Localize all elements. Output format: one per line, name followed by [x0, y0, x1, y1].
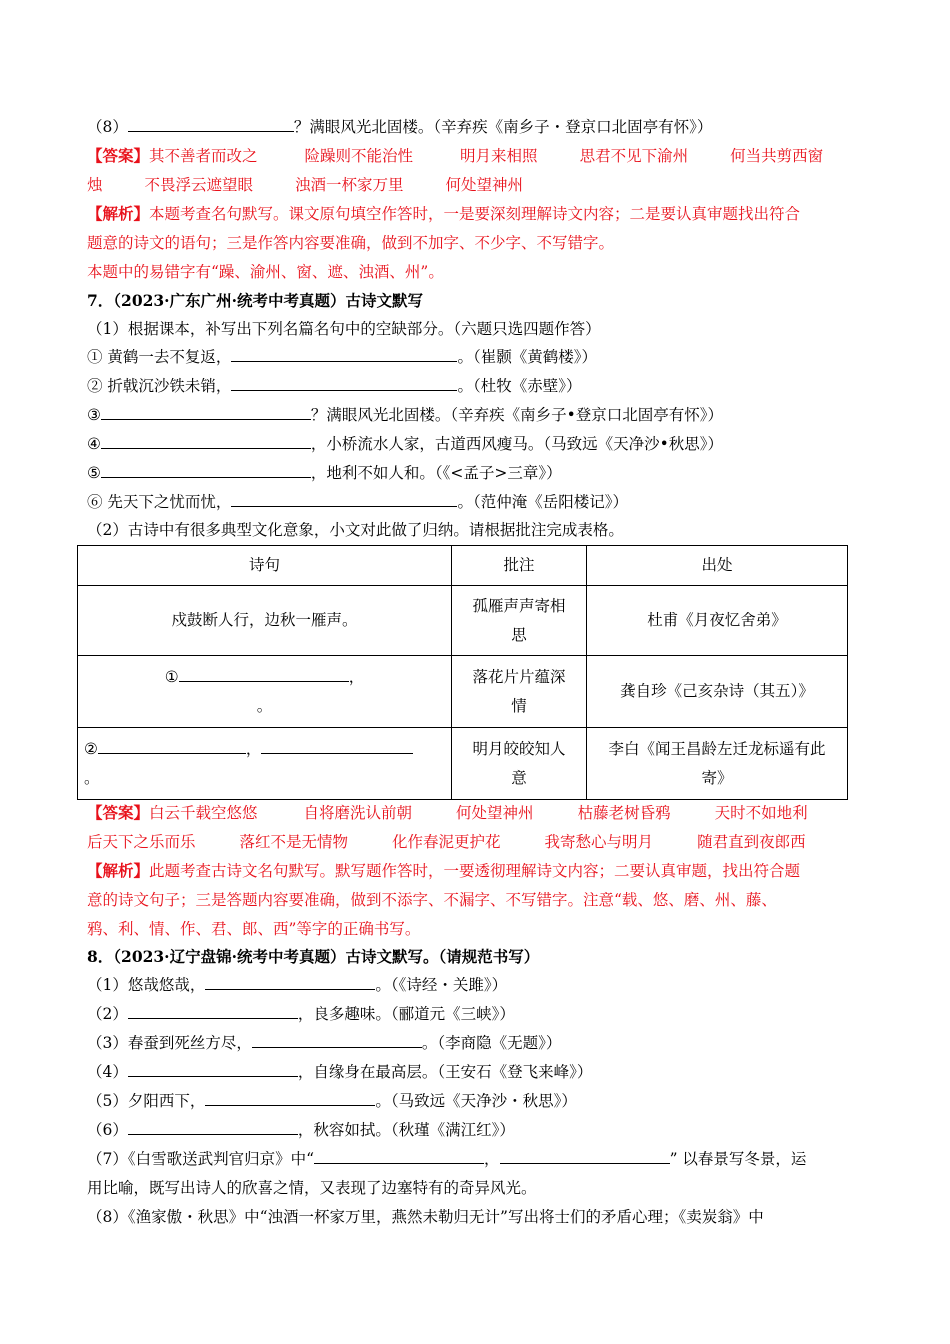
q7-item-3 — [87, 405, 863, 425]
item-source: 。（李商隐《无题》） — [421, 1034, 562, 1052]
answer-item: 其不善者而改之 — [149, 147, 258, 165]
q7-answer-line-1 — [87, 803, 863, 823]
item-source: ，小桥流水人家，古道西风瘦马。（马致远《天净沙•秋思》） — [310, 435, 724, 453]
analysis-label: 【解析】 — [87, 861, 150, 880]
row2-poem — [78, 656, 452, 728]
q7-item-1 — [87, 347, 863, 367]
answer-blank[interactable] — [231, 347, 457, 362]
analysis-text: 此题考查古诗文名句默写。默写题作答时，一要透彻理解诗文内容；二要认真审题，找出符合题 — [149, 862, 801, 880]
answer-item: 落红不是无情物 — [239, 833, 349, 851]
answer-blank[interactable] — [128, 1120, 298, 1135]
q7-answer-line-2 — [87, 832, 863, 852]
q7-item-5 — [87, 463, 863, 483]
q7-sub2: （2）古诗中有很多典型文化意象，小文对此做了归纳。请根据批注完成表格。 — [87, 521, 624, 539]
answer-blank[interactable] — [205, 975, 375, 990]
item-prefix: （3）春蚕到死丝方尽， — [87, 1034, 252, 1052]
poem-number: ② — [84, 739, 98, 758]
item-source: 。（范仲淹《岳阳楼记》） — [457, 493, 628, 511]
answer-blank[interactable] — [231, 376, 457, 391]
q8-item-1 — [87, 975, 863, 995]
answer-blank[interactable] — [314, 1149, 484, 1164]
q6-analysis-line-1 — [87, 204, 863, 224]
header-poem: 诗句 — [78, 546, 452, 586]
table-row — [78, 586, 848, 656]
answer-blank[interactable] — [128, 1004, 298, 1019]
q8-item-7 — [87, 1149, 863, 1169]
item-prefix: （6） — [87, 1121, 128, 1139]
answer-item: 烛 — [87, 176, 103, 194]
answer-label: 【答案】 — [87, 146, 150, 165]
answer-blank[interactable] — [128, 1062, 298, 1077]
answer-item: 险躁则不能治性 — [304, 147, 414, 165]
answer-item: 思君不见下渝州 — [579, 147, 689, 165]
note-line: 明月皎皎知人 — [472, 739, 566, 758]
q8-item-3 — [87, 1033, 863, 1053]
note-line: 情 — [511, 696, 527, 715]
poem-end: 。 — [256, 696, 273, 715]
table-row — [78, 728, 848, 800]
item-prefix: ② 折戟沉沙铁未销， — [87, 377, 232, 395]
item-source: 。（崔颢《黄鹤楼》） — [457, 348, 597, 366]
item-source: ，自缘身在最高层。（王安石《登飞来峰》） — [297, 1063, 593, 1081]
answer-blank[interactable] — [179, 667, 349, 682]
item-number: （8） — [87, 118, 128, 136]
answer-item: 明月来相照 — [460, 147, 538, 165]
header-source: 出处 — [587, 546, 848, 586]
q6-analysis-line-3: 本题中的易错字有“躁、渝州、窗、遮、浊酒、州”。 — [87, 263, 444, 281]
item-source: 。（马致远《天净沙・秋思》） — [375, 1092, 577, 1110]
q8-item-6 — [87, 1120, 863, 1140]
item-prefix: ① 黄鹤一去不复返， — [87, 348, 232, 366]
q6-answer-line-1 — [87, 146, 863, 166]
answer-item: 天时不如地利 — [714, 804, 808, 822]
poem-sep: ， — [245, 739, 262, 758]
q8-title: 8．（2023·辽宁盘锦·统考中考真题）古诗文默写。（请规范书写） — [87, 947, 540, 966]
item-prefix: （7）《白雪歌送武判官归京》中“ — [87, 1150, 315, 1168]
table-header-row — [78, 546, 848, 586]
row2-source: 龚自珍《己亥杂诗（其五）》 — [587, 656, 848, 728]
q7-analysis-line-1 — [87, 861, 863, 881]
answer-blank[interactable] — [128, 117, 294, 132]
q8-item-7-cont: 用比喻，既写出诗人的欣喜之情，又表现了边塞特有的奇异风光。 — [87, 1179, 537, 1197]
poem-end: 。 — [84, 768, 100, 787]
q8-item-5 — [87, 1091, 863, 1111]
answer-blank[interactable] — [101, 463, 311, 478]
table-row — [78, 656, 848, 728]
q8-item-8: （8）《渔家傲・秋思》中“浊酒一杯家万里，燕然未勒归无计”写出将士们的矛盾心理；《卖炭翁》中 — [87, 1208, 764, 1226]
q7-analysis-line-2: 意的诗文句子；三是答题内容要准确，做到不添字、不漏字、不写错字。注意“载、悠、磨、州、藤、 — [87, 891, 777, 909]
item-prefix: （4） — [87, 1063, 128, 1081]
q7-item-4 — [87, 434, 863, 454]
item-source: ，地利不如人和。（《<孟子>三章》） — [310, 464, 562, 482]
row3-source — [587, 728, 848, 800]
item-source: 。（《诗经・关雎》） — [375, 976, 508, 994]
item-source: ？满眼风光北固楼。（辛弃疾《南乡子•登京口北固亭有怀》） — [310, 406, 724, 424]
q6-analysis-line-2: 题意的诗文的语句；三是作答内容要准确，做到不加字、不少字、不写错字。 — [87, 234, 615, 252]
item-source: ，良多趣味。（郦道元《三峡》） — [297, 1005, 515, 1023]
answer-blank[interactable] — [98, 739, 246, 754]
answer-item: 后天下之乐而乐 — [87, 833, 196, 851]
item-prefix: （2） — [87, 1005, 128, 1023]
q7-item-2 — [87, 376, 863, 396]
answer-blank[interactable] — [252, 1033, 422, 1048]
q8-item-4 — [87, 1062, 863, 1082]
answer-item: 何处望神州 — [445, 176, 524, 194]
answer-item: 何处望神州 — [456, 804, 534, 822]
source-line: 寄》 — [701, 768, 733, 787]
answer-blank[interactable] — [500, 1149, 670, 1164]
answer-blank[interactable] — [261, 739, 413, 754]
item-prefix: ③ — [87, 406, 101, 424]
q6-item-8 — [87, 117, 863, 137]
item-prefix: （5）夕阳西下， — [87, 1092, 206, 1110]
item-source: ？满眼风光北固楼。（辛弃疾《南乡子・登京口北固亭有怀》） — [293, 118, 713, 136]
row1-source: 杜甫《月夜忆舍弟》 — [587, 586, 848, 656]
answer-item: 枯藤老树昏鸦 — [577, 804, 671, 822]
item-source: 。（杜牧《赤壁》） — [457, 377, 582, 395]
row1-poem: 戍鼓断人行，边秋一雁声。 — [78, 586, 452, 656]
answer-item: 我寄愁心与明月 — [544, 833, 654, 851]
item-suffix: ” 以春景写冬景，运 — [669, 1150, 807, 1168]
row1-note — [452, 586, 587, 656]
source-line: 李白《闻王昌龄左迁龙标遥有此 — [608, 739, 826, 758]
row3-note — [452, 728, 587, 800]
answer-item: 白云千载空悠悠 — [149, 804, 258, 822]
item-source: ，秋容如拭。（秋瑾《满江红》） — [297, 1121, 515, 1139]
poem-number: ① — [164, 667, 179, 686]
answer-blank[interactable] — [101, 405, 311, 420]
imagery-table — [77, 545, 848, 800]
note-line: 落花片片蕴深 — [472, 667, 566, 686]
answer-blank[interactable] — [205, 1091, 375, 1106]
item-sep: ， — [484, 1150, 500, 1168]
header-note: 批注 — [452, 546, 587, 586]
answer-blank[interactable] — [231, 492, 457, 507]
q6-answer-line-2 — [87, 175, 863, 195]
poem-sep: ， — [348, 667, 365, 686]
analysis-label: 【解析】 — [87, 204, 150, 223]
item-prefix: ④ — [87, 435, 101, 453]
item-prefix: ⑤ — [87, 464, 101, 482]
q7-item-6 — [87, 492, 863, 512]
note-line: 思 — [511, 625, 527, 644]
row3-poem — [78, 728, 452, 800]
q7-analysis-line-3: 鸦、利、情、作、君、郎、西”等字的正确书写。 — [87, 920, 421, 938]
item-prefix: ⑥ 先天下之忧而忧， — [87, 493, 232, 511]
answer-item: 何当共剪西窗 — [730, 147, 824, 165]
item-prefix: （1）悠哉悠哉， — [87, 976, 206, 994]
analysis-text: 本题考查名句默写。课文原句填空作答时，一是要深刻理解诗文内容；二是要认真审题找出符合 — [149, 205, 801, 223]
answer-label: 【答案】 — [87, 803, 150, 822]
answer-blank[interactable] — [101, 434, 311, 449]
q8-item-2 — [87, 1004, 863, 1024]
row2-note — [452, 656, 587, 728]
q7-title: 7．（2023·广东广州·统考中考真题）古诗文默写 — [87, 291, 423, 310]
q7-sub1: （1）根据课本，补写出下列名篇名句中的空缺部分。（六题只选四题作答） — [87, 320, 601, 338]
note-line: 孤雁声声寄相 — [472, 596, 566, 615]
answer-item: 随君直到夜郎西 — [697, 833, 806, 851]
answer-item: 自将磨洗认前朝 — [303, 804, 413, 822]
answer-item: 不畏浮云遮望眼 — [144, 176, 254, 194]
answer-item: 化作春泥更护花 — [392, 833, 501, 851]
note-line: 意 — [511, 768, 527, 787]
answer-item: 浊酒一杯家万里 — [295, 176, 404, 194]
